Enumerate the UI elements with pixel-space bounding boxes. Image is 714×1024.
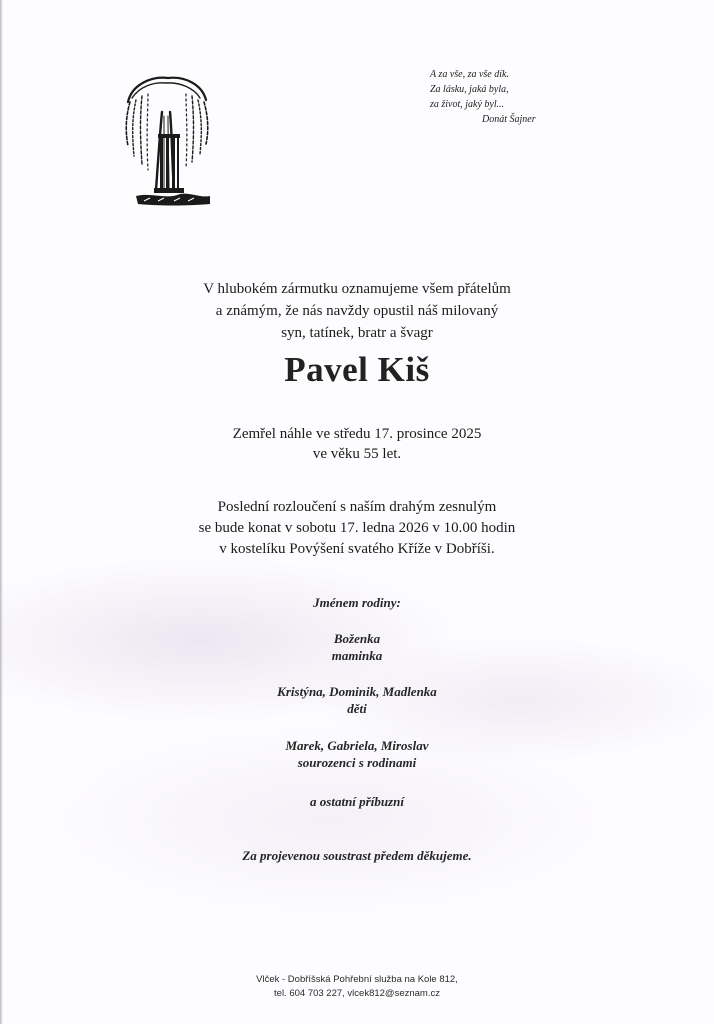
family-names: Boženka: [333, 631, 381, 646]
motto-author: Donát Šajner: [482, 114, 536, 125]
family-names: Marek, Gabriela, Miroslav: [285, 738, 429, 753]
announcement-intro: [0, 278, 714, 344]
thanks-note: Za projevenou soustrast předem děkujeme.: [242, 848, 472, 863]
intro-line: syn, tatínek, bratr a švagr: [281, 325, 433, 341]
funeral-line: v kostelíku Povýšení svatého Kříže v Dobříši.: [219, 541, 495, 557]
motto-line: za život, jaký byl...: [430, 99, 505, 110]
family-relation: sourozenci s rodinami: [297, 755, 417, 770]
intro-line: V hlubokém zármutku oznamujeme všem přátelům: [203, 281, 511, 297]
motto: [430, 67, 570, 127]
family-relation: děti: [347, 701, 367, 716]
funeral-line: Poslední rozloučení s naším drahým zesnulým: [217, 499, 497, 515]
family-group: [0, 630, 714, 664]
death-info: [0, 424, 714, 464]
weeping-willow-icon: [118, 72, 214, 212]
death-line: Zemřel náhle ve středu 17. prosince 2025: [232, 426, 482, 442]
intro-line: a známým, že nás navždy opustil náš milovaný: [215, 303, 499, 319]
funeral-info: [0, 497, 714, 560]
family-relation: maminka: [331, 648, 383, 663]
funeral-line: se bude konat v sobotu 17. ledna 2026 v 10.00 hodin: [198, 520, 516, 536]
deceased-name: Pavel Kiš: [284, 350, 430, 389]
family-group: [0, 737, 714, 771]
motto-line: A za vše, za vše dík.: [430, 69, 509, 80]
other-relatives: a ostatní příbuzní: [310, 794, 404, 809]
motto-line: Za lásku, jaká byla,: [430, 84, 509, 95]
funeral-service-footer: [0, 973, 714, 1001]
family-names: Kristýna, Dominik, Madlenka: [277, 684, 437, 699]
footer-contact: tel. 604 703 227, vlcek812@seznam.cz: [274, 988, 440, 999]
family-group: [0, 683, 714, 717]
family-heading: Jménem rodiny:: [313, 595, 401, 610]
footer-line: Vlček - Dobříšská Pohřební služba na Kole 812,: [256, 974, 458, 985]
death-line: ve věku 55 let.: [312, 446, 402, 462]
